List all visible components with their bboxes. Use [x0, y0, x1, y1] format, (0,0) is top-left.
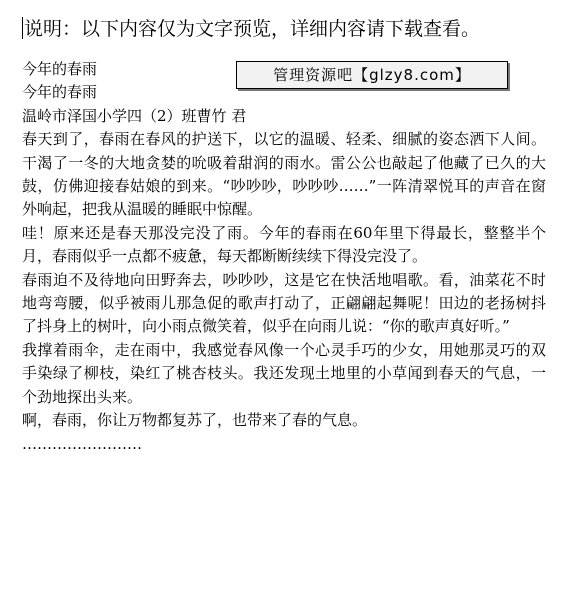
text-cursor: [22, 17, 23, 39]
article: [22, 58, 546, 456]
article-paragraph: 哇！原来还是春天那没完没了雨。今年的春雨在60年里下得最长，整整半个月，春雨似乎一点都不疲惫，每天都断断续续下得没完没了。: [22, 223, 546, 266]
preview-notice-text: 说明：以下内容仅为文字预览，详细内容请下载查看。: [24, 18, 481, 40]
article-ellipsis: ……………………: [22, 434, 142, 453]
preview-notice: [22, 14, 570, 44]
site-banner-text: 管理资源吧【glzy8.com】: [273, 66, 471, 84]
article-paragraph: 我撑着雨伞，走在雨中，我感觉春风像一个心灵手巧的少女，用她那灵巧的双手染绿了柳枝，染红了桃杏枝头。我还发现土地里的小草闻到春天的气息，一个劲地探出头来。: [22, 340, 546, 406]
article-title: 今年的春雨: [22, 83, 98, 102]
article-title-top: 今年的春雨: [22, 60, 98, 78]
article-paragraph: 春天到了，春雨在春风的护送下，以它的温暖、轻柔、细腻的姿态洒下人间。干渴了一冬的大地贪婪的吮吸着甜润的雨水。雷公公也敲起了他藏了已久的大鼓，仿佛迎接春姑娘的到来。“吵吵吵，吵吵吵……”一阵清翠悦耳的声音在窗外响起，把我从温暖的睡眠中惊醒。: [22, 130, 546, 219]
article-paragraph: 春雨迫不及待地向田野奔去，吵吵吵，这是它在快活地唱歌。看，油菜花不时地弯弯腰，似乎被雨儿那急促的歌声打动了，正翩翩起舞呢！田边的老扬树抖了抖身上的树叶，向小雨点微笑着，似乎在向雨儿说：“你的歌声真好听。”: [22, 270, 546, 336]
article-author: 温岭市泽国小学四（2）班曹竹 君: [22, 106, 247, 125]
article-paragraph: 啊，春雨，你让万物都复苏了，也带来了春的气息。: [22, 411, 368, 430]
